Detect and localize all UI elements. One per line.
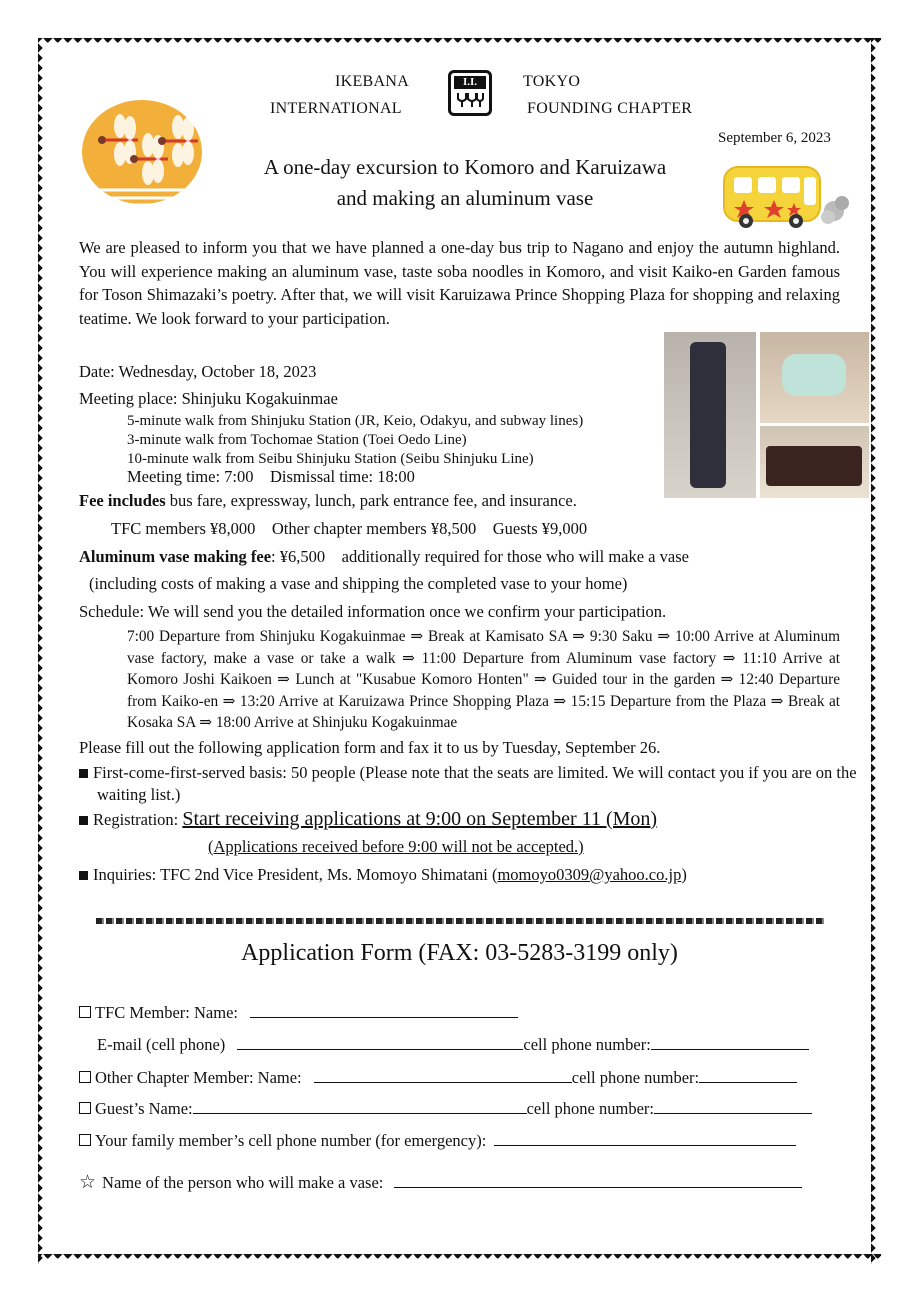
title-line2: and making an aluminum vase bbox=[336, 186, 594, 210]
inquiries-label: Inquiries: TFC 2nd Vice President, Ms. Momoyo Shimatani ( bbox=[93, 865, 498, 884]
letter-date: September 6, 2023 bbox=[718, 130, 831, 146]
registration-note: (Applications received before 9:00 will not be accepted.) bbox=[208, 837, 584, 856]
school-bus-illustration bbox=[722, 163, 852, 229]
bullet-square-icon bbox=[79, 816, 88, 825]
vase-person-label: Name of the person who will make a vase: bbox=[102, 1173, 384, 1192]
cell-field-1[interactable] bbox=[651, 1035, 809, 1050]
meeting-times: Meeting time: 7:00 Dismissal time: 18:00 bbox=[127, 467, 415, 486]
bullet-square-icon bbox=[79, 871, 88, 880]
header-right-line2: FOUNDING CHAPTER bbox=[527, 100, 693, 117]
vase-person-field[interactable] bbox=[394, 1173, 802, 1188]
cell-field-2[interactable] bbox=[699, 1068, 797, 1083]
border-right bbox=[871, 38, 881, 1264]
inquiries-end: ) bbox=[681, 865, 687, 884]
email-label: E-mail (cell phone) bbox=[97, 1035, 226, 1054]
photo-green-vase bbox=[760, 332, 869, 423]
fill-out-instructions: Please fill out the following application form and fax it to us by Tuesday, September 26. bbox=[79, 738, 661, 757]
star-icon: ☆ bbox=[79, 1172, 97, 1193]
walk-info-1: 5-minute walk from Shinjuku Station (JR, Keio, Odakyu, and subway lines) bbox=[127, 413, 584, 429]
tfc-member-label: TFC Member: Name: bbox=[95, 1003, 238, 1022]
form-row-other bbox=[79, 1067, 797, 1089]
ikebana-logo-icon bbox=[448, 70, 492, 116]
bullet-inquiries bbox=[79, 864, 687, 886]
header-left-line2: INTERNATIONAL bbox=[270, 100, 402, 117]
photo-tall-vase bbox=[664, 332, 756, 498]
intro-paragraph: We are pleased to inform you that we have planned a one-day bus trip to Nagano and enjoy the autumn highland. You will experience making an aluminum vase, taste soba noodles in Komoro, and visit Kaiko-en Garden famous for Toson Shimazaki’s poetry. After that, we will visit Karuizawa Prince Shopping Plaza for shopping and relaxing teatime. We look forward to your participation. bbox=[79, 238, 840, 328]
guest-name-field[interactable] bbox=[193, 1099, 527, 1114]
email-field[interactable] bbox=[237, 1035, 523, 1050]
schedule-text: 7:00 Departure from Shinjuku Kogakuinmae ⇒ Break at Kamisato SA ⇒ 9:30 Saku ⇒ 10:00 Arrive at Aluminum vase factory, make a vase or take a walk ⇒ 11:00 Departure from Aluminum vase factory ⇒ 11:10 Arrive at Komoro Joshi Kaikoen ⇒ Lunch at "Kusabue Komoro Honten" ⇒ Guided tour in the garden ⇒ 12:40 Departure from Kaiko-en ⇒ 13:20 Arrive at Karuizawa Prince Shopping Plaza ⇒ 15:15 Departure from the Plaza ⇒ Break at Kosaka SA ⇒ 18:00 Arrive at Shinjuku Kogakuinmae bbox=[127, 628, 840, 731]
cell-field-3[interactable] bbox=[654, 1099, 812, 1114]
schedule-intro: Schedule: We will send you the detailed information once we confirm your participation. bbox=[79, 602, 667, 621]
form-row-tfc bbox=[79, 1002, 518, 1024]
registration-label: Registration: bbox=[93, 810, 183, 829]
walk-info-2: 3-minute walk from Tochomae Station (Toei Oedo Line) bbox=[127, 432, 467, 448]
family-label: Your family member’s cell phone number (for emergency): bbox=[95, 1131, 487, 1150]
checkbox-family[interactable] bbox=[79, 1134, 91, 1146]
logo-text: I.I. bbox=[454, 76, 486, 89]
form-row-vase bbox=[79, 1172, 802, 1194]
checkbox-guest[interactable] bbox=[79, 1102, 91, 1114]
bullet-square-icon bbox=[79, 769, 88, 778]
photo-dark-vase bbox=[760, 426, 869, 498]
bullet-registration bbox=[79, 808, 657, 831]
cut-line-divider bbox=[96, 918, 826, 924]
fee-includes-label: Fee includes bbox=[79, 491, 166, 510]
fee-includes bbox=[79, 490, 577, 512]
border-top bbox=[38, 38, 881, 48]
cell-label-1: cell phone number: bbox=[523, 1035, 651, 1054]
bullet-capacity bbox=[79, 762, 857, 806]
other-name-field[interactable] bbox=[314, 1068, 572, 1083]
header-left-line1: IKEBANA bbox=[335, 73, 410, 90]
tfc-name-field[interactable] bbox=[250, 1003, 518, 1018]
registration-start: Start receiving applications at 9:00 on September 11 (Mon) bbox=[182, 808, 658, 830]
cell-label-3: cell phone number: bbox=[526, 1099, 654, 1118]
event-date: Date: Wednesday, October 18, 2023 bbox=[79, 362, 317, 381]
border-bottom bbox=[38, 1254, 881, 1264]
vase-fee-note: (including costs of making a vase and shipping the completed vase to your home) bbox=[89, 574, 628, 593]
inquiries-email-link[interactable]: momoyo0309@yahoo.co.jp bbox=[497, 865, 682, 884]
form-row-family bbox=[79, 1130, 796, 1152]
title-line1: A one-day excursion to Komoro and Karuizawa bbox=[263, 155, 667, 179]
fee-includes-text: bus fare, expressway, lunch, park entrance fee, and insurance. bbox=[165, 491, 577, 510]
form-title: Application Form (FAX: 03-5283-3199 only) bbox=[241, 940, 678, 966]
walk-info-3: 10-minute walk from Seibu Shinjuku Station (Seibu Shinjuku Line) bbox=[127, 451, 534, 467]
checkbox-other-member[interactable] bbox=[79, 1071, 91, 1083]
border-left bbox=[38, 38, 48, 1264]
fee-prices: TFC members ¥8,000 Other chapter members ¥8,500 Guests ¥9,000 bbox=[111, 519, 588, 538]
cell-label-2: cell phone number: bbox=[571, 1068, 700, 1087]
vase-fee-label: Aluminum vase making fee bbox=[79, 547, 272, 566]
family-phone-field[interactable] bbox=[494, 1131, 796, 1146]
dragonfly-sun-illustration bbox=[80, 98, 208, 210]
header-right-line1: TOKYO bbox=[523, 73, 581, 90]
checkbox-tfc-member[interactable] bbox=[79, 1006, 91, 1018]
bullet-capacity-text: First-come-first-served basis: 50 people (Please note that the seats are limited. We will contact you if you are on the waiting list.) bbox=[93, 763, 857, 804]
vase-fee-text: : ¥6,500 additionally required for those who will make a vase bbox=[271, 547, 689, 566]
form-row-guest bbox=[79, 1098, 812, 1120]
guest-label: Guest’s Name: bbox=[95, 1099, 193, 1118]
meeting-place: Meeting place: Shinjuku Kogakuinmae bbox=[79, 389, 338, 408]
vase-fee bbox=[79, 546, 689, 568]
form-row-email bbox=[97, 1034, 809, 1056]
page-title bbox=[220, 152, 710, 214]
logo-vessels-icon bbox=[455, 91, 485, 109]
other-member-label: Other Chapter Member: Name: bbox=[95, 1068, 302, 1087]
